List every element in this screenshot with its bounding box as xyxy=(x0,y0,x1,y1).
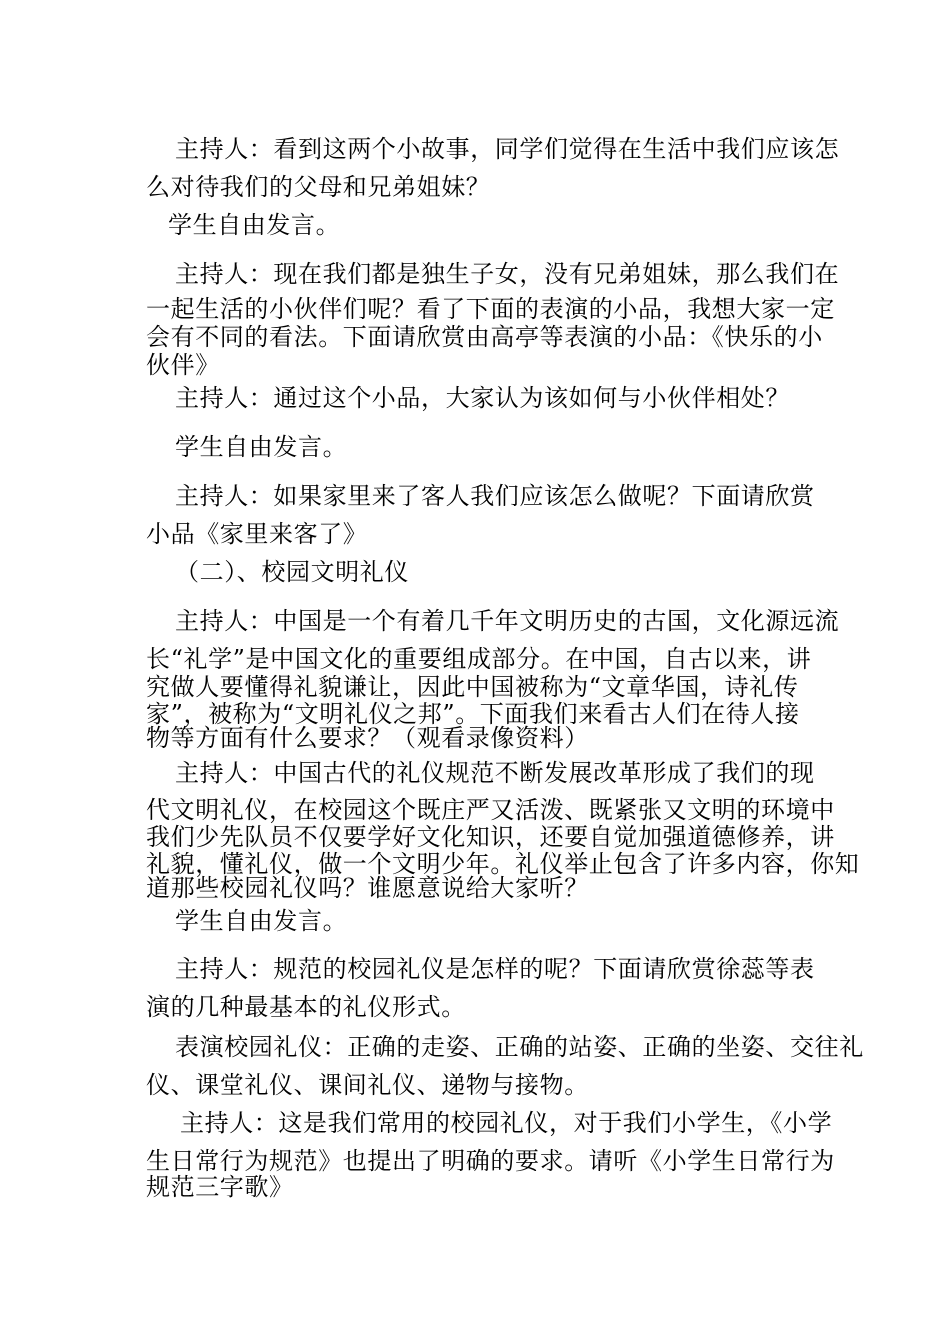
section-heading: （二）、校园文明礼仪 xyxy=(175,558,409,586)
paragraph-9-line-1: 主持人：中国古代的礼仪规范不断发展改革形成了我们的现 xyxy=(175,759,815,787)
paragraph-8-line-3: 究做人要懂得礼貌谦让，因此中国被称为“文章华国，诗礼传 xyxy=(146,673,799,701)
paragraph-3-line-3: 会有不同的看法。下面请欣赏由高亭等表演的小品：《快乐的小 xyxy=(146,323,823,351)
paragraph-9-line-2: 代文明礼仪，在校园这个既庄严又活泼、既紧张又文明的环境中 xyxy=(146,796,835,824)
paragraph-13-line-3: 规范三字歌》 xyxy=(146,1173,294,1201)
paragraph-11-line-2: 演的几种最基本的礼仪形式。 xyxy=(146,993,466,1021)
paragraph-4-line-1: 主持人：通过这个小品，大家认为该如何与小伙伴相处？ xyxy=(175,384,790,412)
paragraph-9-line-5: 道那些校园礼仪吗？谁愿意说给大家听？ xyxy=(146,874,589,902)
paragraph-1-line-1: 主持人：看到这两个小故事，同学们觉得在生活中我们应该怎 xyxy=(175,135,840,163)
paragraph-10-line-1: 学生自由发言。 xyxy=(175,907,348,935)
paragraph-8-line-1: 主持人：中国是一个有着几千年文明历史的古国，文化源远流 xyxy=(175,607,840,635)
paragraph-12-line-1: 表演校园礼仪：正确的走姿、正确的站姿、正确的坐姿、交往礼 xyxy=(175,1033,864,1061)
paragraph-3-line-2: 一起生活的小伙伴们呢？看了下面的表演的小品，我想大家一定 xyxy=(146,295,835,323)
paragraph-8-line-5: 物等方面有什么要求？（观看录像资料） xyxy=(146,724,589,752)
paragraph-1-line-2: 么对待我们的父母和兄弟姐妹？ xyxy=(146,173,491,201)
paragraph-5-line-1: 学生自由发言。 xyxy=(175,433,348,461)
paragraph-9-line-4: 礼貌，懂礼仪，做一个文明少年。礼仪举止包含了许多内容，你知 xyxy=(146,850,860,878)
paragraph-3-line-4: 伙伴》 xyxy=(146,351,220,379)
paragraph-8-line-4: 家”，被称为“文明礼仪之邦”。下面我们来看古人们在待人接 xyxy=(146,700,800,728)
paragraph-3-line-1: 主持人：现在我们都是独生子女，没有兄弟姐妹，那么我们在 xyxy=(175,260,840,288)
paragraph-13-line-2: 生日常行为规范》也提出了明确的要求。请听《小学生日常行为 xyxy=(146,1147,835,1175)
paragraph-13-line-1: 主持人：这是我们常用的校园礼仪，对于我们小学生，《小学 xyxy=(180,1109,833,1137)
paragraph-6-line-1: 主持人：如果家里来了客人我们应该怎么做呢？下面请欣赏 xyxy=(175,482,815,510)
paragraph-12-line-2: 仪、课堂礼仪、课间礼仪、递物与接物。 xyxy=(146,1071,589,1099)
paragraph-2-line-1: 学生自由发言。 xyxy=(168,211,341,239)
paragraph-9-line-3: 我们少先队员不仅要学好文化知识，还要自觉加强道德修养，讲 xyxy=(146,823,835,851)
paragraph-8-line-2: 长“礼学”是中国文化的重要组成部分。在中国，自古以来，讲 xyxy=(146,645,812,673)
paragraph-6-line-2: 小品《家里来客了》 xyxy=(146,520,368,548)
paragraph-11-line-1: 主持人：规范的校园礼仪是怎样的呢？下面请欣赏徐蕊等表 xyxy=(175,955,815,983)
